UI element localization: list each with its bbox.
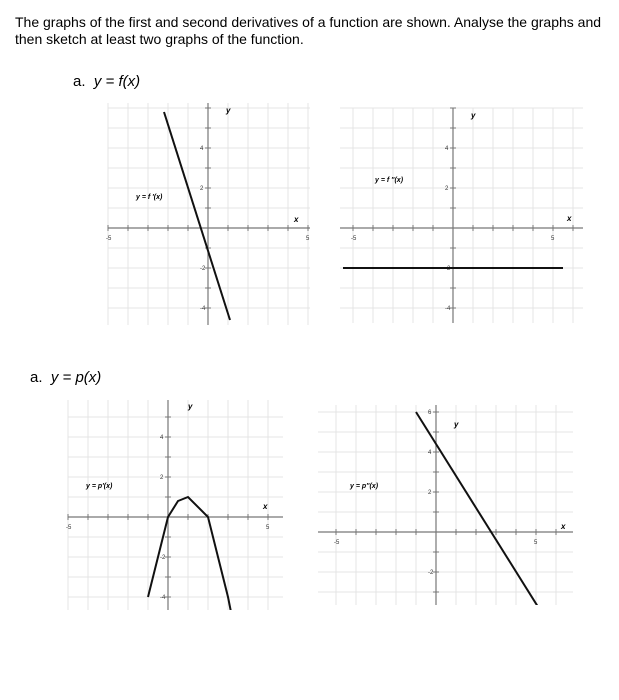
- x-axis-label: x: [294, 215, 299, 224]
- x-tick-label: -5: [351, 236, 357, 242]
- y-tick-label: -4: [445, 306, 451, 312]
- y-axis-label: y: [454, 420, 459, 429]
- curve-label: y = p''(x): [350, 483, 379, 490]
- y-tick-label: 4: [160, 435, 164, 441]
- y-tick-label: 4: [200, 146, 204, 152]
- curve-line: [148, 497, 236, 637]
- curve-label: y = f '(x): [136, 194, 163, 201]
- question-text: The graphs of the first and second derivatives of a function are shown. Analyse the graphs and then sketch at least two graphs of the function.: [15, 14, 602, 47]
- x-tick-label: 5: [266, 525, 270, 531]
- y-tick-label: 4: [428, 450, 432, 456]
- x-tick-label: -5: [66, 525, 72, 531]
- y-axis-label: y: [226, 106, 231, 115]
- y-axis-label: y: [471, 111, 476, 120]
- y-tick-label: 4: [445, 146, 449, 152]
- curve-label: y = p'(x): [86, 483, 113, 490]
- y-tick-label: -2: [160, 555, 166, 561]
- curve-label: y = f ''(x): [375, 177, 404, 184]
- x-tick-label: -5: [106, 236, 112, 242]
- curve-line: [164, 112, 230, 320]
- part-marker: a.: [73, 73, 86, 90]
- graph-p-double-prime: [318, 405, 573, 605]
- y-tick-label: -4: [200, 306, 206, 312]
- function-label: y = f(x): [93, 73, 141, 90]
- function-label: y = p(x): [50, 369, 102, 386]
- part-label-f: [73, 73, 140, 90]
- part-label-p: [30, 369, 101, 386]
- graph-f-double-prime: [340, 108, 583, 323]
- x-tick-label: 5: [306, 236, 310, 242]
- y-tick-label: -2: [445, 266, 451, 272]
- y-tick-label: -2: [428, 570, 434, 576]
- y-tick-label: 2: [160, 475, 164, 481]
- x-tick-label: -5: [334, 540, 340, 546]
- graph-f-prime: [108, 103, 310, 325]
- y-tick-label: -2: [200, 266, 206, 272]
- y-tick-label: 2: [445, 186, 449, 192]
- x-axis-label: x: [561, 522, 566, 531]
- y-tick-label: 2: [428, 490, 432, 496]
- y-tick-label: 2: [200, 186, 204, 192]
- part-marker: a.: [30, 369, 43, 386]
- x-axis-label: x: [567, 214, 572, 223]
- x-axis-label: x: [263, 502, 268, 511]
- x-tick-label: 5: [534, 540, 538, 546]
- x-tick-label: 5: [551, 236, 555, 242]
- graph-p-prime: [68, 400, 283, 610]
- y-tick-label: 6: [428, 410, 432, 416]
- y-tick-label: -4: [160, 595, 166, 601]
- y-axis-label: y: [188, 402, 193, 411]
